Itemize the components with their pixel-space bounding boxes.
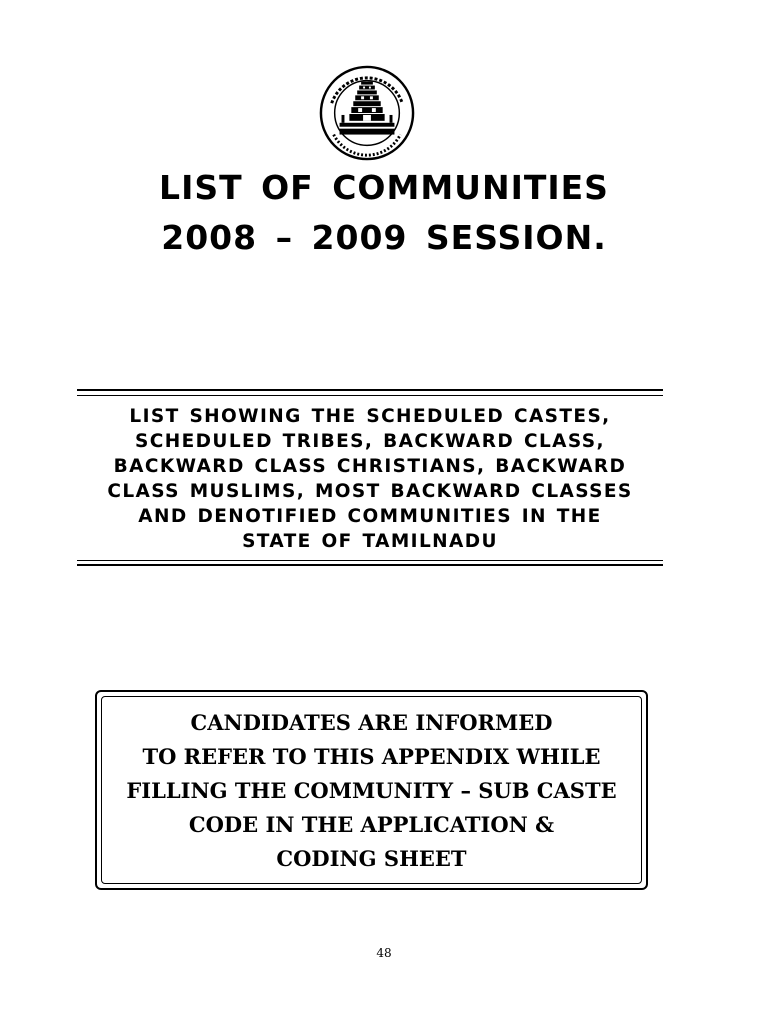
candidate-notice-box	[95, 690, 648, 890]
document-title: LIST OF COMMUNITIES	[159, 168, 609, 207]
subtitle-line: CLASS MUSLIMS, MOST BACKWARD CLASSES	[107, 481, 633, 502]
notice-text	[97, 706, 646, 876]
bottom-divider	[77, 564, 663, 566]
notice-line: FILLING THE COMMUNITY – SUB CASTE	[126, 778, 617, 803]
page-number: 48	[376, 946, 392, 960]
bottom-divider-thin	[77, 560, 663, 561]
subtitle-line: LIST SHOWING THE SCHEDULED CASTES,	[129, 406, 611, 427]
subtitle-line: STATE OF TAMILNADU	[242, 531, 498, 552]
notice-line: TO REFER TO THIS APPENDIX WHILE	[142, 744, 601, 769]
top-divider	[77, 389, 663, 391]
subtitle-line: AND DENOTIFIED COMMUNITIES IN THE	[138, 506, 602, 527]
tamilnadu-government-emblem-icon	[318, 64, 416, 162]
top-divider-thin	[77, 395, 663, 396]
notice-line: CODE IN THE APPLICATION &	[188, 812, 555, 837]
subtitle-block	[77, 404, 663, 554]
subtitle-line: SCHEDULED TRIBES, BACKWARD CLASS,	[135, 431, 605, 452]
notice-line: CANDIDATES ARE INFORMED	[190, 710, 553, 735]
notice-line: CODING SHEET	[276, 846, 467, 871]
session-title: 2008 – 2009 SESSION.	[161, 218, 607, 257]
subtitle-line: BACKWARD CLASS CHRISTIANS, BACKWARD	[113, 456, 627, 477]
